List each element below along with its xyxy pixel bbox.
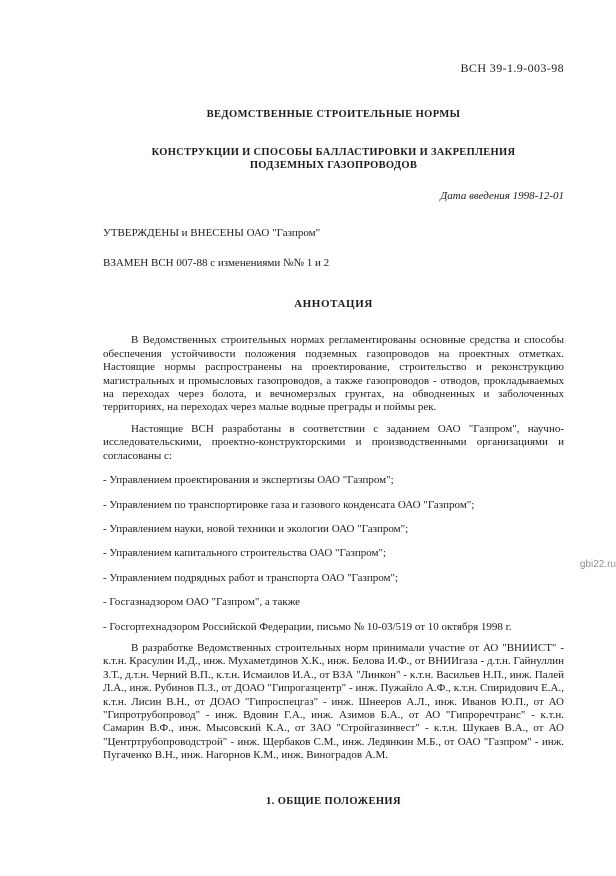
watermark-text: gbi22.ru (579, 559, 616, 570)
agreed-list-item: - Госгортехнадзором Российской Федерации, письмо № 10-03/519 от 10 октября 1998 г. (103, 620, 512, 633)
agreed-list-item: - Управлением по транспортировке газа и газового конденсата ОАО "Газпром"; (103, 498, 475, 511)
doc-number: ВСН 39-1.9-003-98 (460, 61, 564, 75)
doc-title-line-1: КОНСТРУКЦИИ И СПОСОБЫ БАЛЛАСТИРОВКИ И ЗАКРЕПЛЕНИЯ (151, 146, 516, 158)
agreed-list (103, 474, 564, 634)
agreed-list-item: - Управлением науки, новой техники и экологии ОАО "Газпром"; (103, 522, 409, 535)
doc-title-line-2: ПОДЗЕМНЫХ ГАЗОПРОВОДОВ (249, 160, 418, 172)
replaces-line: ВЗАМЕН ВСН 007-88 с изменениями №№ 1 и 2 (103, 256, 330, 269)
agreed-list-item: - Управлением проектирования и экспертизы ОАО "Газпром"; (103, 474, 394, 487)
doc-title (103, 146, 564, 173)
agreed-list-item: - Госгазнадзором ОАО "Газпром", а также (103, 596, 301, 609)
participants-paragraph: В разработке Ведомственных строительных норм принимали участие от АО "ВНИИСТ" - к.т.н. Красулин И.Д., инж. Мухаметдинов Х.К., инж. Белова И.Ф., от ВНИИгаза - д.т.н. Гайнуллин З.Т., д.т.н. Черний В.П., к.т.н. Исмаилов И.А., от ВЗА "Линкон" - к.т.н. Васильев Н.П., инж. Палей Л.А., инж. Рубинов П.З., от ДОАО "Гипрогазцентр" - инж. Пужайло А.Ф., к.т.н. Спиридович Е.А., к.т.н. Лисин В.Н., от ДОАО "Гипроспецгаз" - инж. Шнееров А.Л., инж. Иванов Ю.П., от АО "Гипротрубопровод" - инж. Вдовин Г.А., инж. Азимов Б.А., от АО "Гипроречтранс" - к.т.н. Самарин В.Ф., инж. Мысовский К.А., от ЗАО "Стройгазинвест" - к.т.н. Шукаев В.А., от АО "Центртрубопроводстрой" - инж. Щербаков С.М., инж. Ледянкин М.Б., от ОАО "Газпром" - инж. Пугаченко В.Н., инж. Нагорнов К.М., инж. Виноградов А.М. (103, 641, 564, 762)
annotation-paragraph-developed: Настоящие ВСН разработаны в соответствии с заданием ОАО "Газпром", научно-исследовательскими, проектно-конструкторскими и производственными организациями и согласованы с: (103, 422, 564, 462)
annotation-paragraph-scope: В Ведомственных строительных нормах регламентированы основные средства и способы обеспечения устойчивости положения подземных газопроводов на проектных отметках. Настоящие нормы распространены на проектирование, строительство и реконструкцию магистральных и промысловых газопроводов, а также газопроводов - отводов, прокладываемых на переходах через болота, и вечномерзлых грунтах, на обводненных и заболоченных территориях, на переходах через малые водные преграды и поймы рек. (103, 334, 564, 414)
agreed-list-item: - Управлением подрядных работ и транспорта ОАО "Газпром"; (103, 571, 399, 584)
approved-line: УТВЕРЖДЕНЫ и ВНЕСЕНЫ ОАО "Газпром" (103, 227, 321, 240)
annotation-heading: АННОТАЦИЯ (294, 298, 373, 311)
doc-type-heading: ВЕДОМСТВЕННЫЕ СТРОИТЕЛЬНЫЕ НОРМЫ (206, 109, 461, 121)
section-heading-general-provisions: 1. ОБЩИЕ ПОЛОЖЕНИЯ (266, 795, 401, 807)
effective-date: Дата введения 1998-12-01 (440, 189, 564, 202)
agreed-list-item: - Управлением капитального строительства ОАО "Газпром"; (103, 547, 387, 560)
